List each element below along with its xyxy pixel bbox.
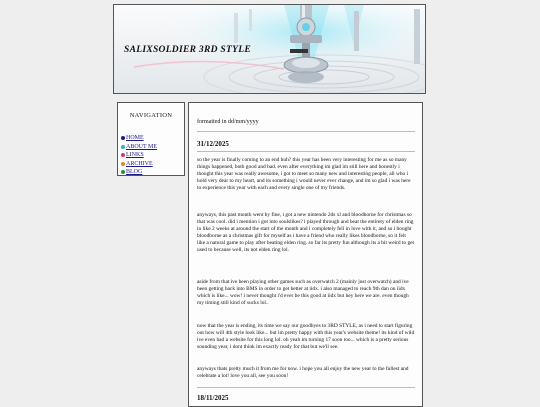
nav-link-home[interactable]: HOME	[126, 135, 144, 141]
nav-link-blog[interactable]: BLOG	[126, 169, 143, 175]
nav-item-about-me[interactable]	[121, 143, 157, 152]
post-paragraph: so the year is finally coming to an end huh? this year has been very interesting for me as so many things happened, both good and bad. even after everything im glad im still here and honestly i thought this year was really awesome, i got to meet so many new and interesting people, all who i hold very dear to my heart, and its something i would never ever change, and im so glad i was here to experience this year with each and every single one of my friends.	[197, 157, 411, 192]
site-banner	[113, 4, 426, 94]
site-title: SALIXSOLDIER 3RD STYLE	[124, 45, 251, 55]
post-paragraph: aside from that ive been playing other games such as overwatch 2 (mainly just overwatch) and ive been getting back into BMS in order to get better at iidx. i also managed to reach 9th dan on iidx which is like... wow! i never thought i'd ever be this good at iidx but hey here we are. even though my timing still kind of sucks lol..	[197, 279, 409, 307]
divider	[197, 387, 415, 388]
navigation-panel	[117, 102, 185, 176]
divider	[197, 131, 415, 132]
post-date: 31/12/2025	[197, 140, 229, 148]
nav-item-archive[interactable]	[121, 160, 157, 169]
date-format-note: formatted in dd/mm/yyyy	[197, 119, 259, 125]
nav-link-about-me[interactable]: ABOUT ME	[126, 143, 158, 150]
post-paragraph: anyways thats pretty much it from me for now. i hope you all enjoy the new year to the fullest and celebrate a lot! love you all, see you soon!	[197, 366, 409, 380]
bullet-icon	[121, 145, 125, 149]
navigation-list	[121, 134, 157, 177]
post-date: 18/11/2025	[197, 394, 229, 402]
nav-item-home[interactable]	[121, 134, 157, 143]
bullet-icon	[121, 153, 125, 157]
bullet-icon	[121, 136, 125, 140]
post-paragraph: anyways, this past month went by fine, i got a new nintendo 2ds xl and bloodborne for christmas so that was cool. did i mention i got into soulslikes? i played through and beat the entirety of elden ring in like 2 weeks at around the start of the month and i completely fell in love with it, and so i bought bloodborne as a christmas gift for myself as i have a friend who really likes bloodborne, so it felt like a natural game to play after beating elden ring. so far its pretty fun although its a bit weird to get used to because well, its not elden ring lol.	[197, 212, 415, 254]
nav-item-blog[interactable]	[121, 168, 157, 177]
post-paragraph: now that the year is ending, its time we say our goodbyes to 3RD STYLE, as i need to start figuring out how will 4th style look like... but im pretty happy with this year's website theme! its kind of wild ive even had a website for this long lol. oh yeah im turning 17 soon too... which is a pretty serious sounding year, i dont think im exactly ready for that but we'll see.	[197, 323, 415, 351]
nav-link-archive[interactable]: ARCHIVE	[126, 160, 153, 167]
divider	[197, 151, 415, 152]
blog-content-panel[interactable]	[188, 102, 423, 407]
nav-item-links[interactable]	[121, 151, 157, 160]
bullet-icon	[121, 162, 125, 166]
nav-link-links[interactable]: LINKS	[126, 152, 144, 158]
navigation-heading: NAVIGATION	[129, 112, 173, 119]
bullet-icon	[121, 170, 125, 174]
